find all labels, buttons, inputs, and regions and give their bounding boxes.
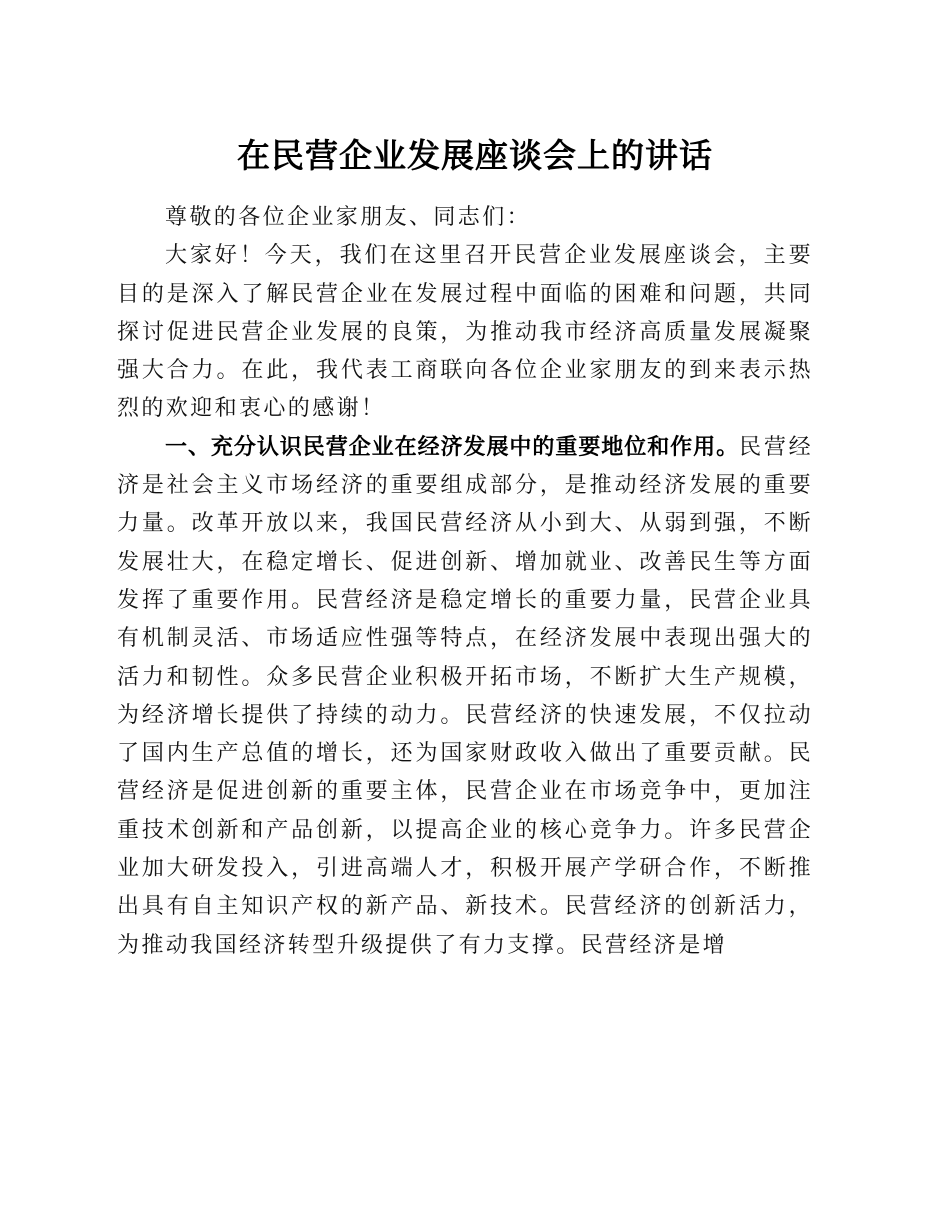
document-body: [117, 199, 813, 965]
section-1-heading: 一、充分认识民营企业在经济发展中的重要地位和作用。: [165, 434, 740, 460]
intro-paragraph: 大家好！今天，我们在这里召开民营企业发展座谈会，主要目的是深入了解民营企业在发展过程中面临的困难和问题，共同探讨促进民营企业发展的良策，为推动我市经济高质量发展凝聚强大合力。在此，我代表工商联向各位企业家朋友的到来表示热烈的欢迎和衷心的感谢！: [117, 243, 813, 422]
section-1-paragraph: [117, 429, 813, 965]
section-1-text: 民营经济是社会主义市场经济的重要组成部分，是推动经济发展的重要力量。改革开放以来，我国民营经济从小到大、从弱到强，不断发展壮大，在稳定增长、促进创新、增加就业、改善民生等方面发挥了重要作用。民营经济是稳定增长的重要力量，民营企业具有机制灵活、市场适应性强等特点，在经济发展中表现出强大的活力和韧性。众多民营企业积极开拓市场，不断扩大生产规模，为经济增长提供了持续的动力。民营经济的快速发展，不仅拉动了国内生产总值的增长，还为国家财政收入做出了重要贡献。民营经济是促进创新的重要主体，民营企业在市场竞争中，更加注重技术创新和产品创新，以提高企业的核心竞争力。许多民营企业加大研发投入，引进高端人才，积极开展产学研合作，不断推出具有自主知识产权的新产品、新技术。民营经济的创新活力，为推动我国经济转型升级提供了有力支撑。民营经济是增: [117, 434, 813, 958]
salutation-paragraph: 尊敬的各位企业家朋友、同志们：: [165, 205, 532, 230]
page-title: 在民营企业发展座谈会上的讲话: [237, 136, 713, 175]
